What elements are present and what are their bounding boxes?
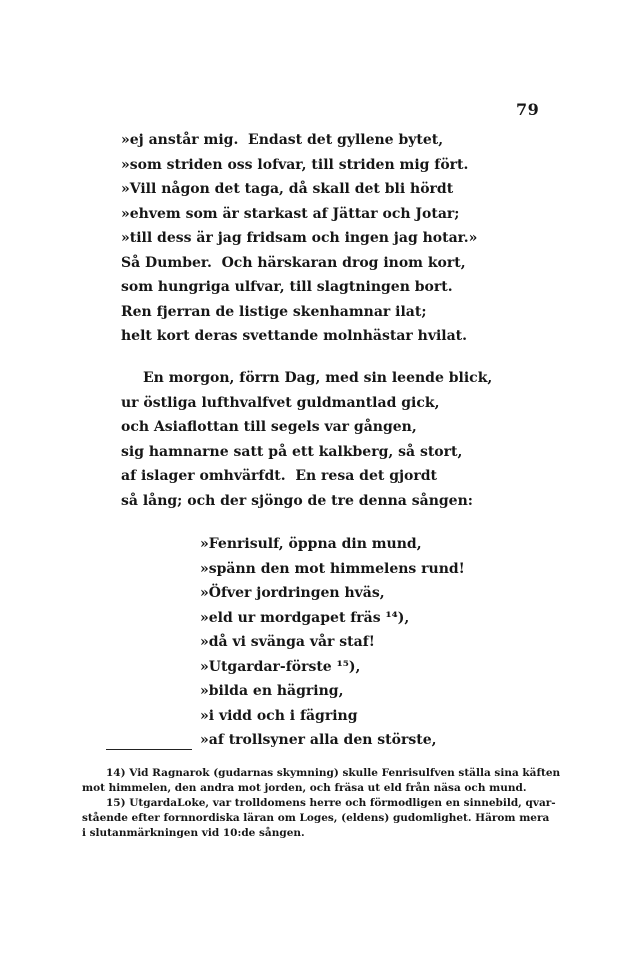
- verse-line: »då vi svänga vår staf!: [200, 634, 375, 650]
- verse-line: »Fenrisulf, öppna din mund,: [200, 536, 422, 552]
- footnote-line: i slutanmärkningen vid 10:de sången.: [82, 827, 305, 839]
- verse-line: »till dess är jag fridsam och ingen jag hotar.»: [121, 230, 478, 246]
- footnote-15: [82, 796, 556, 841]
- verse-line: sig hamnarne satt på ett kalkberg, så stort,: [121, 443, 463, 460]
- footnote-line: stående efter fornnordiska läran om Loges, (eldens) gudomlighet. Härom mera: [82, 812, 550, 824]
- page-number: 79: [516, 100, 540, 119]
- verse-line: »Utgardar-förste ¹⁵),: [200, 658, 361, 675]
- verse-line: »i vidd och i fägring: [200, 707, 358, 724]
- footnote-line: 15) UtgardaLoke, var trolldomens herre och förmodligen en sinnebild, qvar-: [106, 797, 556, 809]
- verse-line: och Asiaflottan till segels var gången,: [121, 419, 417, 435]
- verse-line: »som striden oss lofvar, till striden mig fört.: [121, 156, 469, 173]
- verse-line: Ren fjerran de listige skenhamnar ilat;: [121, 303, 427, 320]
- verse-line: som hungriga ulfvar, till slagtningen bort.: [121, 279, 453, 295]
- verse-line: Så Dumber. Och härskaran drog inom kort,: [121, 254, 466, 271]
- verse-line: En morgon, förrn Dag, med sin leende blick,: [143, 370, 493, 386]
- footnote-line: mot himmelen, den andra mot jorden, och fräsa ut eld från näsa och mund.: [82, 782, 527, 794]
- verse-stanza-2: [121, 366, 501, 513]
- footnotes: [82, 766, 561, 841]
- verse-line: »Vill någon det taga, då skall det bli hördt: [121, 181, 454, 197]
- footnote-14: [82, 766, 561, 796]
- verse-line: »af trollsyner alla den störste,: [200, 732, 437, 748]
- verse-line: »ehvem som är starkast af Jättar och Jotar;: [121, 205, 460, 222]
- verse-stanza-3: [200, 532, 580, 753]
- verse-line: så lång; och der sjöngo de tre denna sången:: [121, 492, 473, 509]
- verse-line: af islager omhvärfdt. En resa det gjordt: [121, 468, 438, 484]
- verse-line: »Öfver jordringen hväs,: [200, 585, 385, 601]
- verse-line: »eld ur mordgapet fräs ¹⁴),: [200, 609, 410, 626]
- verse-line: »bilda en hägring,: [200, 683, 344, 699]
- verse-line: helt kort deras svettande molnhästar hvilat.: [121, 328, 468, 344]
- verse-stanza-1: [121, 128, 501, 349]
- verse-line: »spänn den mot himmelens rund!: [200, 560, 465, 577]
- footnote-divider: [106, 749, 192, 750]
- footnote-line: 14) Vid Ragnarok (gudarnas skymning) skulle Fenrisulfven ställa sina käften: [106, 767, 561, 779]
- verse-line: »ej anstår mig. Endast det gyllene bytet,: [121, 132, 444, 148]
- verse-line: ur östliga lufthvalfvet guldmantlad gick,: [121, 394, 440, 411]
